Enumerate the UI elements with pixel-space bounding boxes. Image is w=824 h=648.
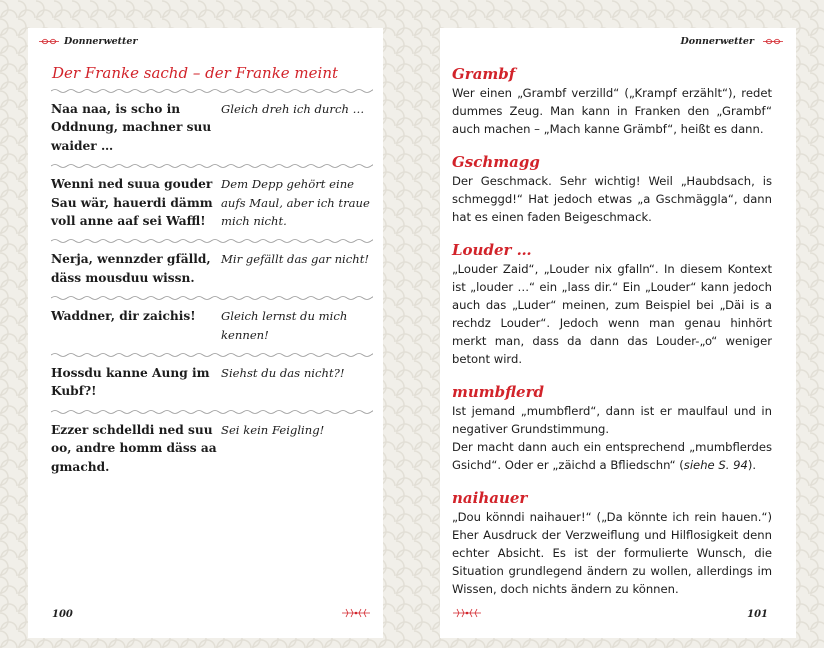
glossary-entry: [452, 240, 772, 368]
running-head: Donnerwetter: [64, 36, 138, 47]
phrase-row: [51, 94, 373, 163]
definition-text: Der macht dann auch ein entsprechend „mumbflerdes Gsichd“. Oder er „zäichd a Bfliedschn“ (: [452, 440, 772, 472]
glossary-definition: „Dou könndi naihauer!“ („Da könnte ich rein hauen.“) Eher Ausdruck der Verzweiflung und Hilflosigkeit denn echter Absicht. Es ist der formulierte Wunsch, die Situation grundlegend ändern zu wollen, allerdings im Wissen, doch nichts ändern zu können.: [452, 510, 772, 596]
dialect-phrase: Waddner, dir zaichis!: [51, 309, 196, 324]
glossary-definition: „Louder Zaid“, „Louder nix gfalln“. In diesem Kontext ist „louder …“ ein „lass dir.“ Ein „Louder“ kann jedoch auch das „Luder“ meinen, zum Beispiel bei „Däi is a rechdz Louder“. Jedoch wenn man genau hinhört merkt man, dass da dann das Louder-„o“ weniger betont wird.: [452, 262, 772, 366]
phrase-meaning: Gleich dreh ich durch …: [221, 102, 365, 116]
phrase-row: [51, 358, 373, 409]
glossary-definition: Der Geschmack. Sehr wichtig! Weil „Haubdsach, is schmeggd!“ Hat jedoch etwas „a Gschmäggla“, dann hat es einen faden Beigeschmack.: [452, 174, 772, 224]
phrase-meaning: Dem Depp gehört eine aufs Maul, aber ich traue mich nicht.: [221, 177, 370, 229]
phrase-row: [51, 301, 373, 352]
ornament-icon: [38, 36, 60, 47]
dialect-phrase: Naa naa, is scho in Oddnung, machner suu waider …: [51, 102, 212, 153]
phrase-row: [51, 244, 373, 295]
phrase-meaning: Sei kein Feigling!: [221, 422, 325, 437]
page-number: 101: [747, 609, 768, 620]
dialect-phrase: Nerja, wennzder gfälld, däss mousduu wissn.: [51, 252, 211, 285]
dialect-phrase: Ezzer schdelldi ned suu oo, andre homm däss aa gmachd.: [51, 422, 217, 474]
phrase-row: [51, 415, 373, 484]
glossary-term: Gschmagg: [452, 153, 540, 171]
dialect-phrase: Hossdu kanne Aung im Kubf?!: [51, 366, 210, 399]
glossary-term: naihauer: [452, 489, 528, 507]
left-page: [28, 28, 383, 638]
glossary-term: Grambf: [452, 65, 516, 83]
definition-text: ).: [747, 458, 757, 472]
glossary-entry: [452, 152, 772, 226]
glossary-definition: Wer einen „Grambf verzilld“ („Krampf erzählt“), redet dummes Zeug. Man kann in Franken den „Grambf“ auch machen – „Mach kanne Grämbf“, heißt es dann.: [452, 86, 772, 136]
ornament-icon: [762, 36, 784, 47]
right-page: [440, 28, 796, 638]
running-head: Donnerwetter: [680, 36, 754, 47]
phrase-meaning: Gleich lernst du mich kennen!: [221, 309, 348, 342]
glossary-term: Louder …: [452, 241, 532, 259]
glossary: [452, 64, 772, 612]
glossary-entry: [452, 382, 772, 474]
phrase-meaning: Mir gefällt das gar nicht!: [221, 252, 370, 267]
ornament-icon: [341, 607, 371, 619]
dialect-phrase: Wenni ned suua gouder Sau wär, hauerdi dämm voll anne aaf sei Waffl!: [51, 177, 213, 229]
glossary-definition-continued: [452, 438, 772, 474]
page-number: 100: [52, 609, 73, 620]
page-reference: siehe S. 94: [683, 458, 748, 472]
phrase-meaning: Siehst du das nicht?!: [221, 366, 345, 381]
phrase-table: [51, 88, 373, 484]
section-title: Der Franke sachd – der Franke meint: [52, 64, 339, 82]
phrase-row: [51, 169, 373, 238]
glossary-definition: Ist jemand „mumbflerd“, dann ist er maulfaul und in negativer Grundstimmung.: [452, 404, 772, 436]
ornament-icon: [452, 607, 482, 619]
glossary-entry: [452, 488, 772, 598]
glossary-entry: [452, 64, 772, 138]
glossary-term: mumbflerd: [452, 383, 544, 401]
